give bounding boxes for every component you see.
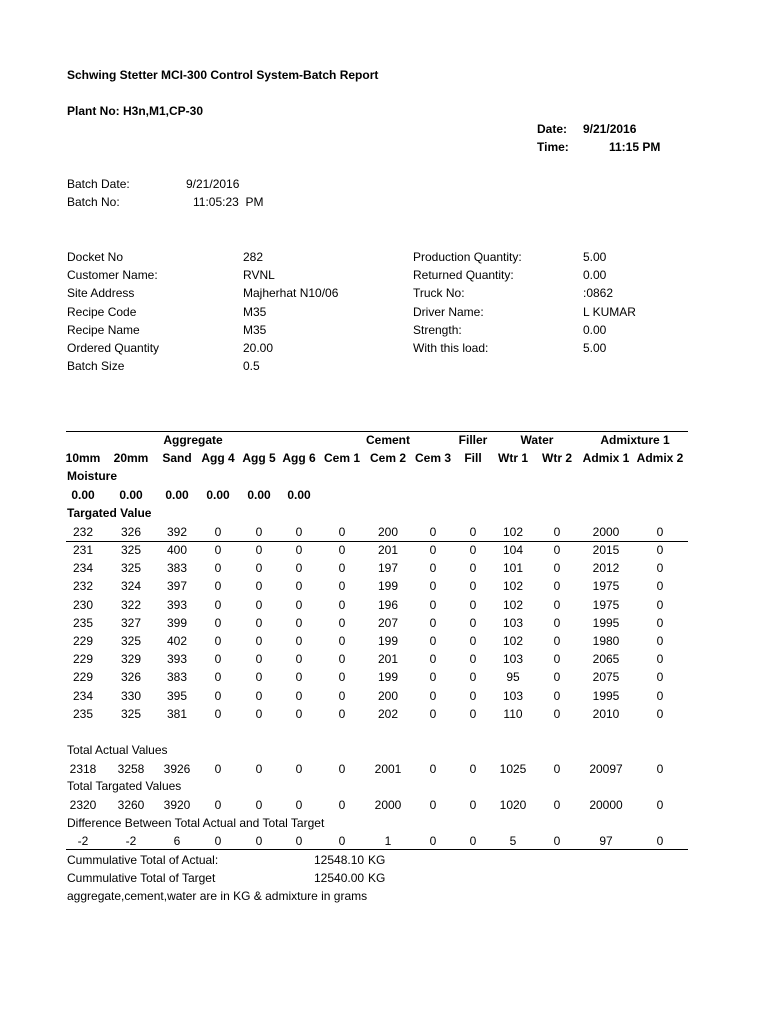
table-cell: 0 bbox=[338, 616, 346, 630]
table-cell: 0 bbox=[338, 689, 346, 703]
cum-actual-unit: KG bbox=[368, 853, 386, 867]
table-cell: 0 bbox=[214, 525, 222, 539]
table-cell: 2012 bbox=[592, 561, 620, 575]
table-cell: 234 bbox=[72, 561, 94, 575]
table-cell: 230 bbox=[72, 598, 94, 612]
table-cell: 201 bbox=[377, 652, 399, 666]
info-value: 282 bbox=[243, 250, 264, 264]
table-cell: 0 bbox=[295, 616, 303, 630]
column-header: Agg 5 bbox=[242, 451, 276, 465]
table-cell: 329 bbox=[120, 652, 142, 666]
group-water: Water bbox=[520, 433, 554, 447]
table-cell: 0 bbox=[469, 525, 477, 539]
table-cell: 103 bbox=[502, 652, 524, 666]
table-cell: 20000 bbox=[589, 798, 623, 812]
table-cell: 0 bbox=[214, 652, 222, 666]
column-header: Admix 2 bbox=[636, 451, 684, 465]
table-cell: 0 bbox=[656, 670, 664, 684]
table-cell: 0 bbox=[553, 579, 561, 593]
table-cell: 1975 bbox=[592, 598, 620, 612]
table-cell: 392 bbox=[166, 525, 188, 539]
table-cell: 196 bbox=[377, 598, 399, 612]
table-cell: 381 bbox=[166, 707, 188, 721]
table-cell: 2320 bbox=[69, 798, 97, 812]
table-cell: 0 bbox=[656, 598, 664, 612]
info-value: 0.00 bbox=[583, 323, 607, 337]
table-cell: 397 bbox=[166, 579, 188, 593]
table-cell: 0 bbox=[338, 579, 346, 593]
table-cell: 197 bbox=[377, 561, 399, 575]
table-cell: 0 bbox=[295, 762, 303, 776]
table-cell: 0 bbox=[214, 543, 222, 557]
table-cell: 0 bbox=[255, 598, 263, 612]
moisture-cell: 0.00 bbox=[206, 488, 230, 502]
table-cell: 325 bbox=[120, 543, 142, 557]
table-cell: 101 bbox=[502, 561, 524, 575]
table-cell: 0 bbox=[429, 652, 437, 666]
table-cell: 0 bbox=[469, 561, 477, 575]
table-cell: 0 bbox=[429, 561, 437, 575]
time-label: Time: bbox=[537, 140, 569, 154]
table-cell: 0 bbox=[469, 798, 477, 812]
table-cell: 0 bbox=[338, 598, 346, 612]
info-value: M35 bbox=[243, 323, 267, 337]
table-cell: 0 bbox=[255, 670, 263, 684]
column-header: Fill bbox=[464, 451, 482, 465]
table-cell: 0 bbox=[429, 670, 437, 684]
table-cell: 234 bbox=[72, 689, 94, 703]
table-cell: -2 bbox=[125, 834, 137, 848]
table-cell: 102 bbox=[502, 598, 524, 612]
column-header: Admix 1 bbox=[582, 451, 630, 465]
table-cell: 20097 bbox=[589, 762, 623, 776]
info-value: 0.00 bbox=[583, 268, 607, 282]
batch-date-label: Batch Date: bbox=[67, 177, 130, 191]
table-cell: 0 bbox=[469, 652, 477, 666]
table-cell: 0 bbox=[469, 762, 477, 776]
info-value: M35 bbox=[243, 305, 267, 319]
table-cell: 0 bbox=[338, 762, 346, 776]
table-cell: 229 bbox=[72, 670, 94, 684]
table-cell: 0 bbox=[295, 543, 303, 557]
info-label: Customer Name: bbox=[67, 268, 158, 282]
table-cell: 3920 bbox=[163, 798, 191, 812]
table-cell: 102 bbox=[502, 579, 524, 593]
column-header: Agg 4 bbox=[201, 451, 235, 465]
table-cell: 0 bbox=[214, 616, 222, 630]
table-cell: 0 bbox=[469, 634, 477, 648]
table-cell: 0 bbox=[214, 834, 222, 848]
table-cell: 326 bbox=[120, 525, 142, 539]
cum-target-value: 12540.00 bbox=[314, 871, 365, 885]
column-header: Cem 3 bbox=[414, 451, 452, 465]
date-label: Date: bbox=[537, 122, 568, 136]
table-cell: 0 bbox=[214, 762, 222, 776]
table-cell: 0 bbox=[553, 616, 561, 630]
info-label: Ordered Quantity bbox=[67, 341, 160, 355]
difference-label: Difference Between Total Actual and Total Target bbox=[67, 816, 325, 830]
table-bottom-rule bbox=[66, 849, 688, 850]
table-cell: 0 bbox=[429, 689, 437, 703]
moisture-cell: 0.00 bbox=[247, 488, 271, 502]
cum-actual-value: 12548.10 bbox=[314, 853, 365, 867]
time-value: 11:15 PM bbox=[609, 140, 661, 154]
table-cell: 383 bbox=[166, 561, 188, 575]
table-cell: 0 bbox=[255, 634, 263, 648]
info-value: L KUMAR bbox=[583, 305, 636, 319]
table-cell: 0 bbox=[429, 707, 437, 721]
info-value: 20.00 bbox=[243, 341, 274, 355]
table-cell: 2015 bbox=[592, 543, 620, 557]
table-cell: 0 bbox=[553, 525, 561, 539]
table-cell: 0 bbox=[295, 634, 303, 648]
table-cell: 383 bbox=[166, 670, 188, 684]
table-cell: 3260 bbox=[117, 798, 145, 812]
table-cell: 2010 bbox=[592, 707, 620, 721]
table-cell: 201 bbox=[377, 543, 399, 557]
table-cell: 0 bbox=[295, 670, 303, 684]
table-cell: 325 bbox=[120, 561, 142, 575]
table-cell: 0 bbox=[469, 707, 477, 721]
total-targeted-label: Total Targated Values bbox=[67, 779, 182, 793]
table-cell: 0 bbox=[338, 561, 346, 575]
table-top-rule bbox=[66, 431, 688, 432]
table-cell: 0 bbox=[255, 543, 263, 557]
table-cell: 0 bbox=[656, 579, 664, 593]
table-cell: 1975 bbox=[592, 579, 620, 593]
table-cell: 2000 bbox=[592, 525, 620, 539]
table-cell: 0 bbox=[553, 834, 561, 848]
group-aggregate: Aggregate bbox=[163, 433, 223, 447]
table-cell: 0 bbox=[656, 652, 664, 666]
date-value: 9/21/2016 bbox=[583, 122, 637, 136]
group-cement: Cement bbox=[365, 433, 411, 447]
table-cell: 0 bbox=[656, 543, 664, 557]
table-cell: 0 bbox=[295, 707, 303, 721]
table-cell: 0 bbox=[656, 634, 664, 648]
info-label: Truck No: bbox=[413, 286, 465, 300]
table-cell: 0 bbox=[295, 561, 303, 575]
table-cell: 0 bbox=[553, 689, 561, 703]
info-label: With this load: bbox=[413, 341, 489, 355]
table-cell: 0 bbox=[553, 634, 561, 648]
table-cell: 399 bbox=[166, 616, 188, 630]
table-cell: 0 bbox=[295, 525, 303, 539]
table-cell: 393 bbox=[166, 598, 188, 612]
table-cell: 0 bbox=[553, 798, 561, 812]
info-value: Majherhat N10/06 bbox=[243, 286, 339, 300]
table-cell: 0 bbox=[255, 707, 263, 721]
cum-actual-label: Cummulative Total of Actual: bbox=[67, 853, 219, 867]
table-cell: 207 bbox=[377, 616, 399, 630]
table-cell: 0 bbox=[214, 561, 222, 575]
table-cell: 0 bbox=[255, 561, 263, 575]
info-value: :0862 bbox=[583, 286, 614, 300]
info-label: Batch Size bbox=[67, 359, 125, 373]
table-cell: 0 bbox=[214, 670, 222, 684]
table-cell: 0 bbox=[295, 798, 303, 812]
table-cell: 0 bbox=[295, 598, 303, 612]
table-cell: 0 bbox=[656, 762, 664, 776]
table-cell: 0 bbox=[553, 561, 561, 575]
info-label: Strength: bbox=[413, 323, 462, 337]
column-header: 20mm bbox=[113, 451, 149, 465]
targeted-rule bbox=[66, 541, 688, 542]
table-cell: 5 bbox=[509, 834, 517, 848]
table-cell: 0 bbox=[553, 652, 561, 666]
table-cell: 2318 bbox=[69, 762, 97, 776]
table-cell: 0 bbox=[214, 798, 222, 812]
table-cell: 324 bbox=[120, 579, 142, 593]
table-cell: 0 bbox=[338, 834, 346, 848]
table-cell: 0 bbox=[214, 689, 222, 703]
table-cell: 2065 bbox=[592, 652, 620, 666]
table-cell: 325 bbox=[120, 707, 142, 721]
info-label: Production Quantity: bbox=[413, 250, 522, 264]
table-cell: 0 bbox=[469, 598, 477, 612]
targeted-label: Targated Value bbox=[67, 506, 152, 520]
table-cell: 0 bbox=[214, 707, 222, 721]
table-cell: 0 bbox=[429, 762, 437, 776]
table-cell: 1995 bbox=[592, 616, 620, 630]
plant-number: Plant No: H3n,M1,CP-30 bbox=[67, 104, 204, 118]
moisture-cell: 0.00 bbox=[287, 488, 311, 502]
table-cell: 330 bbox=[120, 689, 142, 703]
info-value: RVNL bbox=[243, 268, 275, 282]
table-cell: 0 bbox=[338, 798, 346, 812]
moisture-cell: 0.00 bbox=[119, 488, 143, 502]
table-cell: 0 bbox=[656, 561, 664, 575]
table-cell: 0 bbox=[429, 634, 437, 648]
table-cell: 0 bbox=[338, 652, 346, 666]
table-cell: 235 bbox=[72, 707, 94, 721]
info-label: Site Address bbox=[67, 286, 135, 300]
table-cell: 2001 bbox=[374, 762, 402, 776]
table-cell: 0 bbox=[255, 689, 263, 703]
table-cell: 1995 bbox=[592, 689, 620, 703]
info-label: Driver Name: bbox=[413, 305, 484, 319]
table-cell: 0 bbox=[469, 543, 477, 557]
table-cell: 2075 bbox=[592, 670, 620, 684]
info-label: Recipe Code bbox=[67, 305, 137, 319]
table-cell: 0 bbox=[295, 652, 303, 666]
table-cell: 0 bbox=[469, 834, 477, 848]
group-admixture: Admixture 1 bbox=[600, 433, 670, 447]
table-cell: 0 bbox=[429, 798, 437, 812]
cum-target-unit: KG bbox=[368, 871, 386, 885]
table-cell: 103 bbox=[502, 689, 524, 703]
batch-no-label: Batch No: bbox=[67, 195, 120, 209]
table-cell: 229 bbox=[72, 652, 94, 666]
batch-date-value: 9/21/2016 bbox=[186, 177, 240, 191]
table-cell: 1980 bbox=[592, 634, 620, 648]
table-cell: 393 bbox=[166, 652, 188, 666]
table-cell: 326 bbox=[120, 670, 142, 684]
table-cell: 0 bbox=[656, 689, 664, 703]
table-cell: 0 bbox=[553, 543, 561, 557]
table-cell: 200 bbox=[377, 525, 399, 539]
table-cell: 232 bbox=[72, 579, 94, 593]
table-cell: 0 bbox=[295, 579, 303, 593]
moisture-label: Moisture bbox=[67, 469, 118, 483]
table-cell: 103 bbox=[502, 616, 524, 630]
table-cell: 0 bbox=[553, 598, 561, 612]
table-cell: 0 bbox=[553, 762, 561, 776]
info-label: Returned Quantity: bbox=[413, 268, 514, 282]
total-actual-label: Total Actual Values bbox=[67, 743, 168, 757]
column-header: Cem 2 bbox=[369, 451, 407, 465]
table-cell: 0 bbox=[255, 525, 263, 539]
cum-target-label: Cummulative Total of Target bbox=[67, 871, 216, 885]
column-header: Wtr 2 bbox=[542, 451, 572, 465]
table-cell: 0 bbox=[338, 543, 346, 557]
table-cell: 1 bbox=[384, 834, 392, 848]
table-cell: 0 bbox=[469, 689, 477, 703]
table-cell: 0 bbox=[429, 579, 437, 593]
table-cell: 0 bbox=[338, 525, 346, 539]
table-cell: 395 bbox=[166, 689, 188, 703]
table-cell: 0 bbox=[656, 834, 664, 848]
group-filler: Filler bbox=[458, 433, 488, 447]
table-cell: 0 bbox=[214, 579, 222, 593]
table-cell: 0 bbox=[553, 707, 561, 721]
table-cell: 0 bbox=[656, 616, 664, 630]
table-cell: 0 bbox=[429, 834, 437, 848]
table-cell: 0 bbox=[295, 834, 303, 848]
table-cell: 199 bbox=[377, 634, 399, 648]
info-value: 5.00 bbox=[583, 250, 607, 264]
table-cell: 402 bbox=[166, 634, 188, 648]
table-cell: 110 bbox=[503, 707, 523, 721]
table-cell: 199 bbox=[377, 579, 399, 593]
info-value: 0.5 bbox=[243, 359, 260, 373]
table-cell: 6 bbox=[173, 834, 181, 848]
table-cell: 0 bbox=[656, 798, 664, 812]
table-cell: 400 bbox=[166, 543, 188, 557]
table-cell: 0 bbox=[338, 634, 346, 648]
table-cell: 322 bbox=[120, 598, 142, 612]
table-cell: 1025 bbox=[499, 762, 527, 776]
table-cell: 102 bbox=[502, 525, 524, 539]
table-cell: 0 bbox=[255, 762, 263, 776]
table-cell: 0 bbox=[255, 834, 263, 848]
info-label: Docket No bbox=[67, 250, 124, 264]
table-cell: 229 bbox=[72, 634, 94, 648]
table-cell: 102 bbox=[502, 634, 524, 648]
info-value: 5.00 bbox=[583, 341, 607, 355]
table-cell: 235 bbox=[72, 616, 94, 630]
table-cell: 0 bbox=[429, 525, 437, 539]
table-cell: 3258 bbox=[117, 762, 145, 776]
column-header: Agg 6 bbox=[282, 451, 316, 465]
table-cell: 104 bbox=[502, 543, 524, 557]
table-cell: 0 bbox=[469, 670, 477, 684]
table-cell: 0 bbox=[255, 579, 263, 593]
table-cell: 325 bbox=[120, 634, 142, 648]
batch-no-value: 11:05:23 PM bbox=[193, 195, 264, 209]
table-cell: 0 bbox=[255, 798, 263, 812]
table-cell: 0 bbox=[338, 670, 346, 684]
column-header: 10mm bbox=[65, 451, 101, 465]
table-cell: 0 bbox=[656, 707, 664, 721]
column-header: Wtr 1 bbox=[498, 451, 528, 465]
table-cell: 0 bbox=[429, 598, 437, 612]
table-cell: 0 bbox=[255, 652, 263, 666]
table-cell: 327 bbox=[120, 616, 142, 630]
table-cell: 0 bbox=[214, 634, 222, 648]
table-cell: 232 bbox=[72, 525, 94, 539]
report-title: Schwing Stetter MCI-300 Control System-Batch Report bbox=[67, 68, 379, 82]
table-cell: 200 bbox=[377, 689, 399, 703]
column-header: Cem 1 bbox=[323, 451, 361, 465]
moisture-cell: 0.00 bbox=[165, 488, 189, 502]
table-cell: 3926 bbox=[163, 762, 191, 776]
table-cell: 0 bbox=[214, 598, 222, 612]
column-header: Sand bbox=[162, 451, 192, 465]
moisture-cell: 0.00 bbox=[71, 488, 95, 502]
table-cell: 97 bbox=[599, 834, 613, 848]
table-cell: 199 bbox=[377, 670, 399, 684]
table-cell: 95 bbox=[506, 670, 520, 684]
table-cell: -2 bbox=[77, 834, 89, 848]
table-cell: 1020 bbox=[499, 798, 527, 812]
table-cell: 0 bbox=[338, 707, 346, 721]
table-cell: 2000 bbox=[374, 798, 402, 812]
table-cell: 0 bbox=[429, 543, 437, 557]
table-cell: 0 bbox=[469, 579, 477, 593]
units-note: aggregate,cement,water are in KG & admixture in grams bbox=[67, 889, 368, 903]
table-cell: 0 bbox=[429, 616, 437, 630]
table-cell: 202 bbox=[377, 707, 399, 721]
table-cell: 231 bbox=[72, 543, 94, 557]
table-cell: 0 bbox=[656, 525, 664, 539]
table-cell: 0 bbox=[469, 616, 477, 630]
info-label: Recipe Name bbox=[67, 323, 140, 337]
table-cell: 0 bbox=[255, 616, 263, 630]
table-cell: 0 bbox=[295, 689, 303, 703]
table-cell: 0 bbox=[553, 670, 561, 684]
